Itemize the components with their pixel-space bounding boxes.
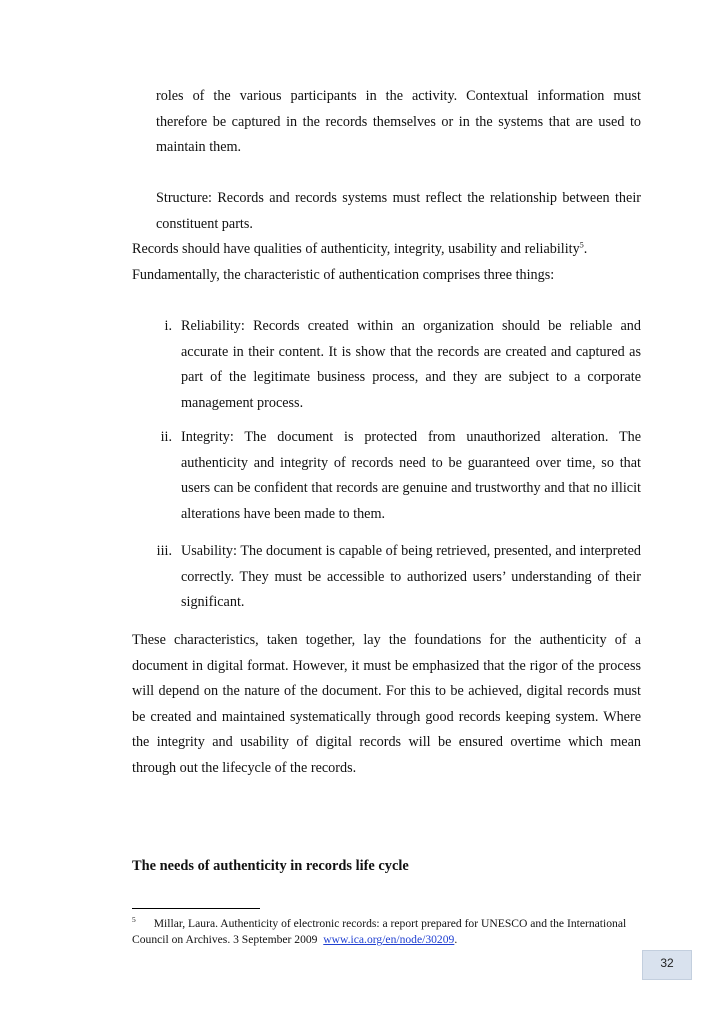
list-number: ii. xyxy=(160,429,172,445)
intro-period: . xyxy=(583,241,588,257)
footnote-reference[interactable]: 5 xyxy=(579,240,584,250)
page-number: 32 xyxy=(660,956,674,970)
intro-line-two: Fundamentally, the characteristic of authentication comprises three things: xyxy=(132,266,555,283)
intro-text: Records should have qualities of authenticity, integrity, usability and reliability xyxy=(132,241,580,257)
list-text: Reliability: Records created within an organization should be reliable and accurate in their content. It is show that the records are created and captured as part of the legitimate business process, and they are subject to a corporate management process. xyxy=(181,318,641,411)
list-text: Usability: The document is capable of being retrieved, presented, and interpreted correctly. They must be accessible to authorized users’ understanding of their significant. xyxy=(181,543,641,611)
footnote-divider xyxy=(132,908,260,909)
footnote-link[interactable]: www.ica.org/en/node/30209 xyxy=(323,933,455,947)
footnote xyxy=(132,912,652,949)
section-heading: The needs of authenticity in records life cycle xyxy=(132,858,409,874)
page-number-tab xyxy=(642,950,692,980)
structure-paragraph: Structure: Records and records systems must reflect the relationship between their constituent parts. xyxy=(156,190,641,232)
list-text: Integrity: The document is protected from unauthorized alteration. The authenticity and integrity of records need to be guaranteed over time, so that users can be confident that records are genuine and trustworthy and that no illicit alterations have been made to them. xyxy=(181,429,641,522)
list-number: iii. xyxy=(156,543,172,559)
footnote-text: Millar, Laura. Authenticity of electronic records: a report prepared for UNESCO and the International Council on Archives. 3 September 2009 xyxy=(132,916,627,947)
list-number: i. xyxy=(164,318,172,334)
contextual-paragraph-continued: roles of the various participants in the activity. Contextual information must therefore be captured in the records themselves or in the systems that are used to maintain them. xyxy=(156,88,641,156)
footnote-end: . xyxy=(454,933,458,947)
intro-paragraph xyxy=(132,237,641,288)
footnote-mark: 5 xyxy=(132,915,136,924)
conclusion-paragraph: These characteristics, taken together, lay the foundations for the authenticity of a document in digital format. However, it must be emphasized that the rigor of the process will depend on the nature of the document. For this to be achieved, digital records must be created and maintained systematically through good records keeping system. Where the integrity and usability of digital records will be ensured overtime which mean through out the lifecycle of the records. xyxy=(132,632,641,776)
